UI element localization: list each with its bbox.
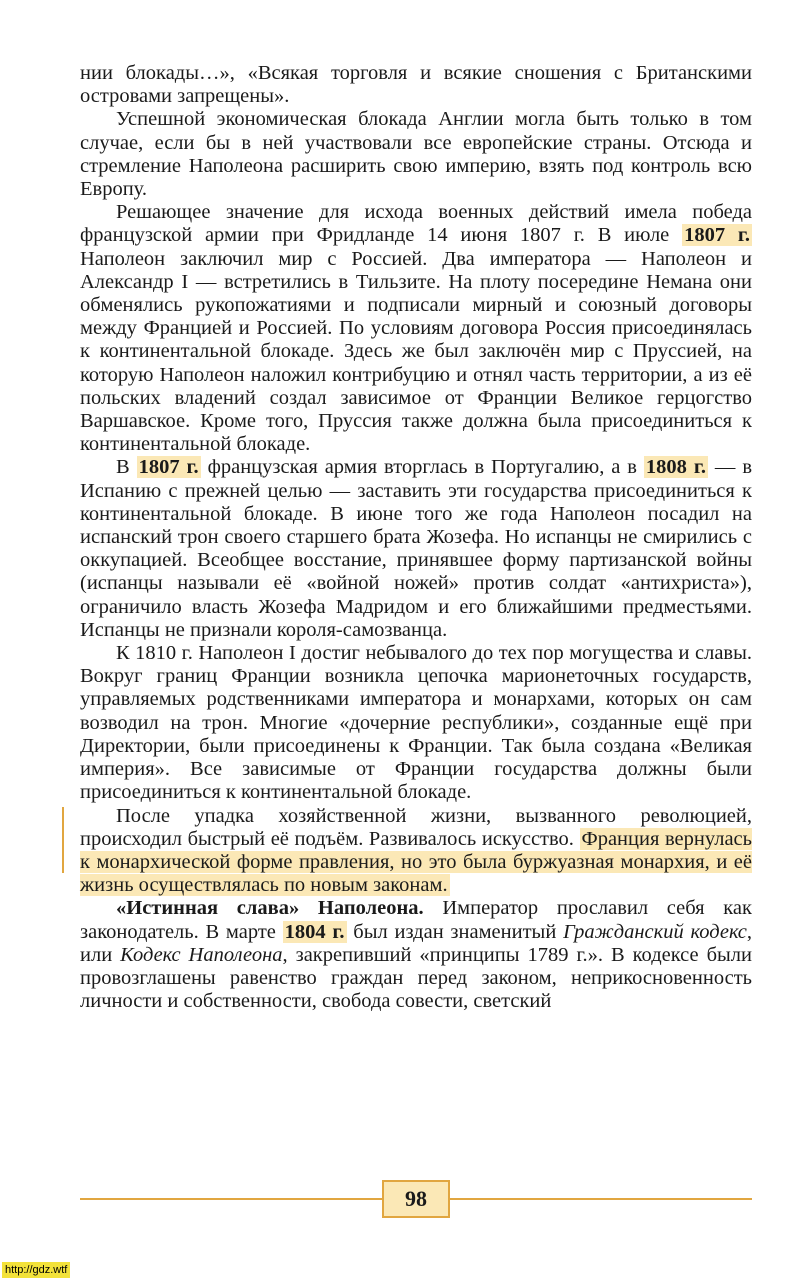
year-highlight: 1804 г. (284, 920, 345, 943)
paragraph-1-text: нии блокады…», «Всякая торговля и всякие сношения с Британскими островами запрещены». (80, 62, 752, 108)
paragraph-7-text-d: , закрепивший «принципы 1789 г.». В кодексе были провозглашены равенство граждан перед законом, неприкосновенность личности и собственности, свобода совести, светский (80, 943, 752, 1013)
paragraph-7 (80, 897, 752, 1013)
year-highlight: 1808 г. (645, 456, 706, 479)
paragraph-7-text-b: был издан знаменитый (346, 920, 564, 943)
paragraph-3 (80, 201, 752, 456)
paragraph-5-text: К 1810 г. Наполеон I достиг небывалого до тех пор могущества и славы. Вокруг границ Франции возникла цепочка марионеточных государств, управляемых родственниками императора и монархами, которых он сам возводил на трон. Многие «дочерние республики», созданные ещё при Директории, были присоединены к Франции. Так была создана «Великая империя». Все зависимые от Франции государства должны были присоединиться к континентальной блокаде. (80, 642, 752, 804)
paragraph-4-text-c: — в Испанию с прежней целью — заставить эти государства присоединиться к континентальной блокаде. В июне того же года Наполеон посадил на испанский трон своего старшего брата Жозефа. Но испанцы не смирились с оккупацией. Всеобщее восстание, принявшее форму партизанской войны (испанцы называли её «войной ножей» против солдат «антихриста»), ограничило власть Жозефа Мадридом и его ближайшими предместьями. Испанцы не признали короля-самозванца. (80, 456, 752, 641)
margin-marker (62, 807, 64, 873)
textbook-page (80, 62, 752, 1013)
footer-divider-left (80, 1198, 382, 1200)
paragraph-4-text-a: В (116, 456, 137, 479)
paragraph-6 (80, 805, 752, 898)
paragraph-3-text-b: Наполеон заключил мир с Россией. Два императора — Наполеон и Александр I — встретились в Тильзите. На плоту посередине Немана они обменялись рукопожатиями и подписали мирный и союзный договоры между Францией и Россией. По условиям договора Россия присоединялась к континентальной блокаде. Здесь же был заключён мир с Пруссией, на которую Наполеон наложил контрибуцию и отнял часть территории, а из её польских владений создал зависимое от Франции Великое герцогство Варшавское. Кроме того, Пруссия также должна была присоединиться к континентальной блокаде. (80, 247, 752, 456)
year-highlight: 1807 г. (138, 456, 199, 479)
paragraph-4-text-b: французская армия вторглась в Португалию, а в (200, 456, 644, 479)
year-highlight: 1807 г. (684, 224, 750, 247)
paragraph-3-text-a: Решающее значение для исхода военных действий имела победа французской армии при Фридланде 14 июня 1807 г. В июле (80, 201, 752, 247)
paragraph-4 (80, 456, 752, 642)
paragraph-5 (80, 642, 752, 804)
footer-divider-right (450, 1198, 752, 1200)
term-napoleon-code: Кодекс Наполеона (120, 943, 283, 966)
page-number: 98 (382, 1180, 450, 1218)
section-heading: «Истинная слава» Наполеона. (116, 897, 424, 920)
paragraph-7-text-c: , или (80, 920, 752, 966)
term-civil-code: Гражданский кодекс (563, 920, 747, 943)
paragraph-2-text: Успешной экономическая блокада Англии могла быть только в том случае, если бы в ней участвовали все европейские страны. Отсюда и стремление Наполеона расширить свою империю, взять под контроль всю Европу. (80, 108, 752, 201)
paragraph-7-text-a: Император прославил себя как законодатель. В марте (80, 897, 752, 943)
paragraph-2 (80, 108, 752, 201)
highlighted-conclusion: Франция вернулась к монархической форме правления, но это была буржуазная монархия, и её жизнь осуществлялась по новым законам. (80, 827, 752, 897)
watermark-link[interactable]: http://gdz.wtf (2, 1262, 70, 1278)
paragraph-1 (80, 62, 752, 108)
paragraph-6-text: После упадка хозяйственной жизни, вызванного революцией, происходил быстрый её подъём. Развивалось искусство. (80, 804, 752, 850)
